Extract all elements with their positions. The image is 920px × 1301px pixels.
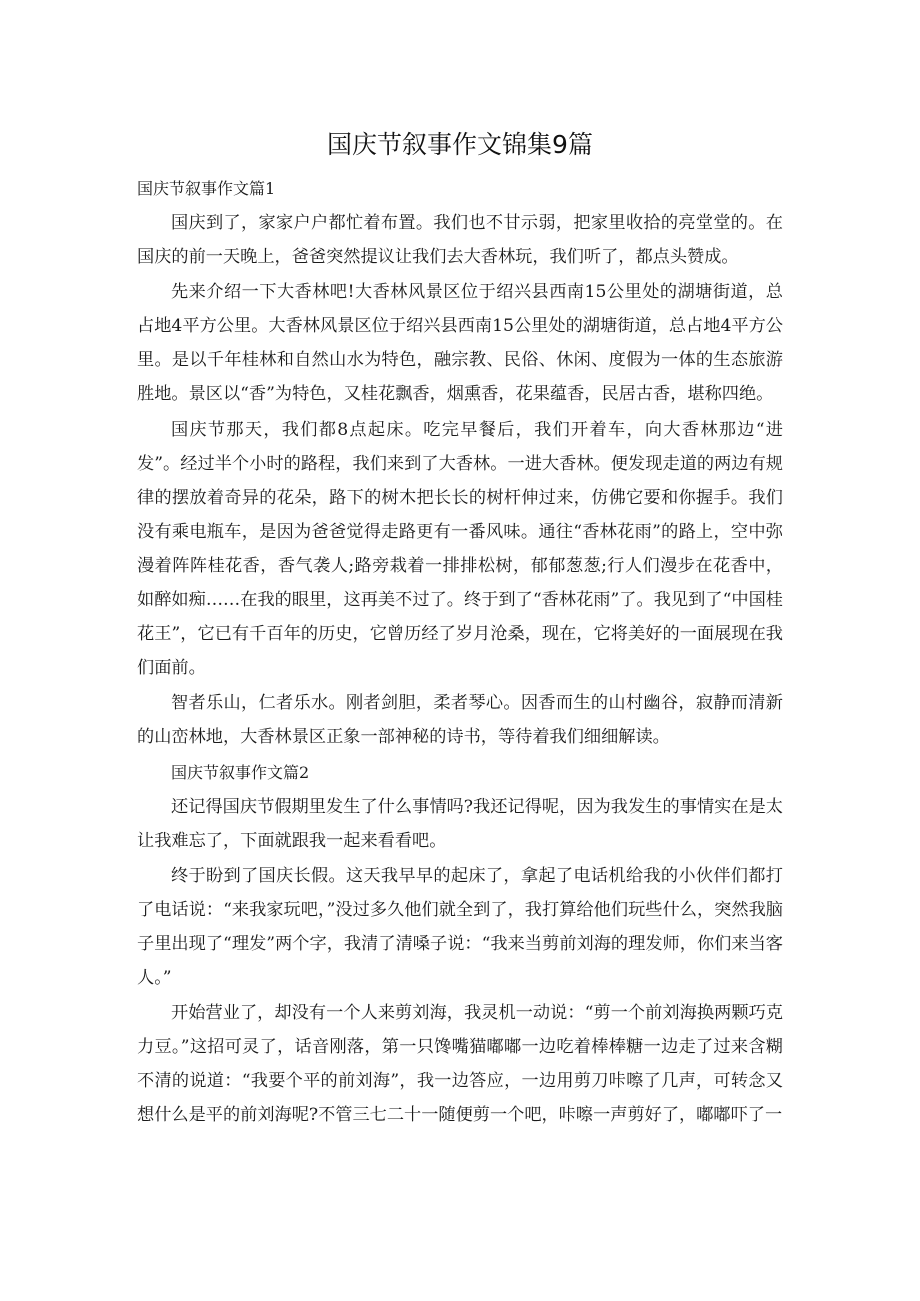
paragraph: 智者乐山，仁者乐水。刚者剑胆，柔者琴心。因香而生的山村幽谷，寂静而清新的山峦林地，大香林景区正象一部神秘的诗书，等待着我们细细解读。 bbox=[137, 693, 783, 748]
document-title: 国庆节叙事作文锦集9篇 bbox=[327, 130, 593, 159]
paragraph: 先来介绍一下大香林吧!大香林风景区位于绍兴县西南15公里处的湖塘街道，总占地4平方公里。大香林风景区位于绍兴县西南15公里处的湖塘街道，总占地4平方公里。是以千年桂林和自然山水为特色，融宗教、民俗、休闲、度假为一体的生态旅游胜地。景区以“香”为特色，又桂花飘香，烟熏香，花果蕴香，民居古香，堪称四绝。 bbox=[137, 282, 783, 405]
section-heading: 国庆节叙事作文篇1 bbox=[137, 179, 276, 198]
paragraph: 开始营业了，却没有一个人来剪刘海，我灵机一动说：“剪一个前刘海换两颗巧克力豆。”这招可灵了，话音刚落，第一只馋嘴猫嘟嘟一边吃着棒棒糖一边走了过来含糊不清的说道：“我要个平的前刘海”，我一边答应，一边用剪刀咔嚓了几声，可转念又想什么是平的前刘海呢?不管三七二十一随便剪一个吧，咔嚓一声剪好了，嘟嘟吓了一 bbox=[137, 1003, 783, 1126]
paragraph: 还记得国庆节假期里发生了什么事情吗?我还记得呢，因为我发生的事情实在是太让我难忘了，下面就跟我一起来看看吧。 bbox=[137, 796, 783, 851]
paragraph: 终于盼到了国庆长假。这天我早早的起床了，拿起了电话机给我的小伙伴们都打了电话说：“来我家玩吧，”没过多久他们就全到了，我打算给他们玩些什么，突然我脑子里出现了“理发”两个字，我清了清嗓子说：“我来当剪前刘海的理发师，你们来当客人。” bbox=[137, 865, 783, 988]
paragraph: 国庆到了，家家户户都忙着布置。我们也不甘示弱，把家里收拾的亮堂堂的。在国庆的前一天晚上，爸爸突然提议让我们去大香林玩，我们听了，都点头赞成。 bbox=[137, 213, 783, 268]
section-heading: 国庆节叙事作文篇2 bbox=[171, 762, 310, 782]
document-body bbox=[137, 174, 783, 1133]
paragraph: 国庆节那天，我们都8点起床。吃完早餐后，我们开着车，向大香林那边“进发”。经过半个小时的路程，我们来到了大香林。一进大香林。便发现走道的两边有规律的摆放着奇异的花朵，路下的树木把长长的树杆伸过来，仿佛它要和你握手。我们没有乘电瓶车，是因为爸爸觉得走路更有一番风味。通往“香林花雨”的路上，空中弥漫着阵阵桂花香，香气袭人;路旁栽着一排排松树，郁郁葱葱;行人们漫步在花香中，如醉如痴……在我的眼里，这再美不过了。终于到了“香林花雨”了。我见到了“中国桂花王”，它已有千百年的历史，它曾历经了岁月沧桑，现在，它将美好的一面展现在我们面前。 bbox=[137, 419, 783, 679]
